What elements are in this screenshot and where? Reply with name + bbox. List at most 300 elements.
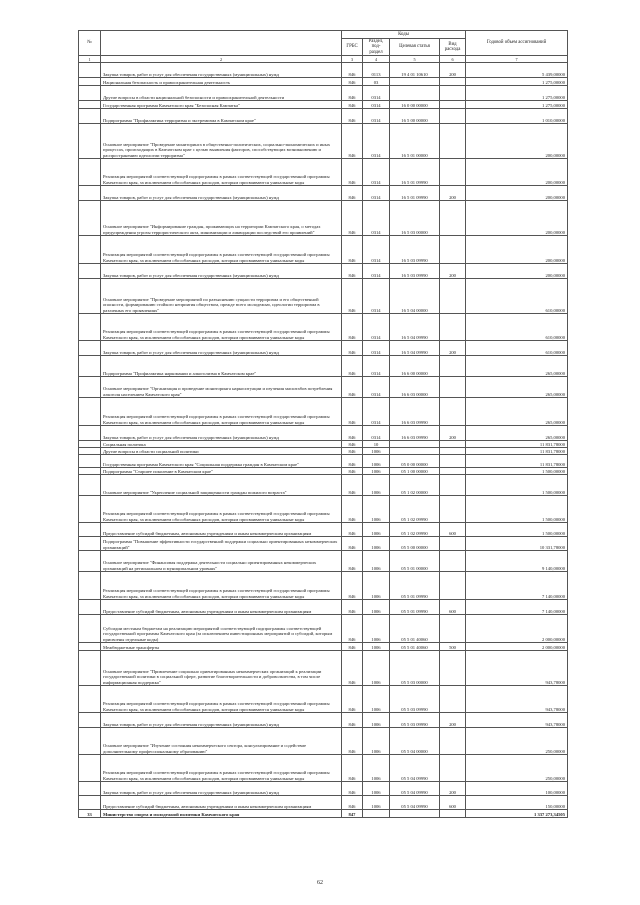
row-grbs: 846: [342, 572, 363, 600]
row-vid: 200: [440, 782, 466, 796]
row-razdel: 1006: [363, 448, 390, 455]
row-no: [79, 615, 101, 643]
table-row: [79, 496, 568, 523]
row-target: 05 0 00 00000: [390, 455, 440, 468]
row-grbs: 846: [342, 186, 363, 201]
header-row-numbers: [79, 56, 568, 63]
row-amount: 250,00000: [466, 728, 568, 755]
row-amount: 1 275,00000: [466, 101, 568, 109]
row-vid: [440, 236, 466, 264]
row-no: [79, 86, 101, 101]
row-razdel: 10: [363, 441, 390, 448]
row-target: 16 5 04 09990: [390, 314, 440, 341]
row-amount: 1 337 273,34505: [466, 810, 568, 818]
row-name: Подпрограмма "Профилактика наркомании и алкоголизма в Камчатском крае": [101, 356, 342, 377]
row-name: Государственная программа Камчатского края "Безопасная Камчатка": [101, 101, 342, 109]
row-target: 05 5 03 09990: [390, 686, 440, 713]
row-razdel: 1006: [363, 728, 390, 755]
row-no: [79, 201, 101, 236]
row-name: Социальная политика: [101, 441, 342, 448]
table-row: [79, 796, 568, 810]
row-name: Межбюджетные трансферты: [101, 643, 342, 651]
row-vid: [440, 572, 466, 600]
row-name: Реализация мероприятий соответствующей подпрограммы в рамках соответствующей государственной программы Камчатского края, за исключением обособленных расходов, которым присваиваются уникальные коды: [101, 496, 342, 523]
row-name: Реализация мероприятий соответствующей подпрограммы в рамках соответствующей государственной программы Камчатского края, за исключением обособленных расходов, которым присваиваются уникальные коды: [101, 398, 342, 426]
row-vid: 600: [440, 796, 466, 810]
row-name: Основное мероприятие "Организация и проведение мониторинга наркоситуации и изучения масштабов потребления алкоголя населением Камчатского края": [101, 377, 342, 398]
row-target: 16 6 00 00000: [390, 356, 440, 377]
row-vid: 200: [440, 713, 466, 728]
table-row: [79, 755, 568, 782]
table-row: [79, 377, 568, 398]
row-amount: 7 140,00000: [466, 600, 568, 615]
row-no: [79, 537, 101, 551]
row-no: [79, 551, 101, 572]
row-name: Государственная программа Камчатского края "Социальная поддержка граждан в Камчатском крае": [101, 455, 342, 468]
row-grbs: 846: [342, 600, 363, 615]
row-vid: [440, 78, 466, 86]
table-row: [79, 109, 568, 124]
row-vid: [440, 755, 466, 782]
row-razdel: 1006: [363, 523, 390, 537]
table-row: [79, 186, 568, 201]
row-amount: 200,00000: [466, 201, 568, 236]
row-amount: 5 439,00000: [466, 63, 568, 78]
row-name: Предоставление субсидий бюджетным, автономным учреждениям и иным некоммерческим организациям: [101, 796, 342, 810]
table-body: [79, 63, 568, 818]
header-num-4: 4: [363, 56, 390, 63]
row-vid: [440, 377, 466, 398]
row-amount: 250,00000: [466, 755, 568, 782]
row-amount: 943,78000: [466, 686, 568, 713]
row-target: 16 5 01 09990: [390, 159, 440, 186]
row-razdel: 1006: [363, 468, 390, 475]
row-amount: 1 500,00000: [466, 468, 568, 475]
row-razdel: [363, 810, 390, 818]
row-target: 19 4 01 10610: [390, 63, 440, 78]
row-target: 16 5 04 09990: [390, 341, 440, 356]
row-razdel: 0314: [363, 159, 390, 186]
row-razdel: 0314: [363, 124, 390, 159]
table-row: [79, 78, 568, 86]
table-row: [79, 468, 568, 475]
table-row: [79, 782, 568, 796]
row-target: 05 5 03 00000: [390, 651, 440, 686]
row-grbs: 846: [342, 109, 363, 124]
row-amount: 1 275,00000: [466, 78, 568, 86]
row-grbs: 846: [342, 264, 363, 279]
row-name: Предоставление субсидий бюджетным, автономным учреждениям и иным некоммерческим организациям: [101, 523, 342, 537]
row-target: 05 5 01 09990: [390, 572, 440, 600]
row-vid: [440, 314, 466, 341]
row-razdel: 0314: [363, 279, 390, 314]
row-amount: 10 331,78000: [466, 537, 568, 551]
row-no: [79, 264, 101, 279]
row-razdel: 1006: [363, 686, 390, 713]
row-vid: 200: [440, 426, 466, 441]
row-grbs: 846: [342, 377, 363, 398]
row-no: [79, 109, 101, 124]
row-target: 16 5 04 00000: [390, 279, 440, 314]
row-grbs: 846: [342, 643, 363, 651]
row-amount: 1 500,00000: [466, 496, 568, 523]
row-razdel: 0113: [363, 63, 390, 78]
row-no: [79, 572, 101, 600]
row-amount: 1 010,00000: [466, 109, 568, 124]
row-amount: 265,00000: [466, 356, 568, 377]
row-amount: 150,00000: [466, 796, 568, 810]
row-no: [79, 496, 101, 523]
row-no: [79, 448, 101, 455]
row-no: [79, 643, 101, 651]
row-no: [79, 101, 101, 109]
row-name: Закупка товаров, работ и услуг для обеспечения государственных (муниципальных) нужд: [101, 782, 342, 796]
row-vid: [440, 728, 466, 755]
row-grbs: 846: [342, 651, 363, 686]
row-grbs: 846: [342, 356, 363, 377]
row-no: [79, 455, 101, 468]
row-target: 16 6 03 09990: [390, 398, 440, 426]
budget-table-sheet: [78, 30, 567, 818]
row-grbs: 846: [342, 448, 363, 455]
row-no: [79, 600, 101, 615]
row-vid: 200: [440, 264, 466, 279]
row-grbs: 846: [342, 86, 363, 101]
table-row: [79, 651, 568, 686]
row-razdel: 0314: [363, 101, 390, 109]
row-grbs: 846: [342, 496, 363, 523]
row-razdel: 1006: [363, 782, 390, 796]
row-razdel: 1006: [363, 572, 390, 600]
row-amount: 200,00000: [466, 186, 568, 201]
row-grbs: 846: [342, 314, 363, 341]
row-vid: 200: [440, 63, 466, 78]
row-razdel: 1006: [363, 600, 390, 615]
row-name: Министерство спорта и молодежной политики Камчатского края: [101, 810, 342, 818]
row-name: Реализация мероприятий соответствующей подпрограммы в рамках соответствующей государственной программы Камчатского края, за исключением обособленных расходов, которым присваиваются уникальные коды: [101, 314, 342, 341]
row-name: Основное мероприятие "Финансовая поддержка деятельности социально ориентированных некоммерческих организаций на региональном и муниципальном уровнях": [101, 551, 342, 572]
header-num-3: 3: [342, 56, 363, 63]
row-target: 16 5 01 09990: [390, 186, 440, 201]
row-grbs: 846: [342, 455, 363, 468]
row-target: [390, 86, 440, 101]
row-no: [79, 341, 101, 356]
row-target: 05 5 04 09990: [390, 796, 440, 810]
row-name: Подпрограмма "Старшее поколение в Камчатском крае": [101, 468, 342, 475]
row-vid: [440, 124, 466, 159]
row-grbs: 846: [342, 615, 363, 643]
table-row: [79, 537, 568, 551]
row-razdel: 1006: [363, 496, 390, 523]
row-name: Закупка товаров, работ и услуг для обеспечения государственных (муниципальных) нужд: [101, 341, 342, 356]
table-row: [79, 713, 568, 728]
row-amount: 943,78000: [466, 651, 568, 686]
table-row: [79, 455, 568, 468]
row-razdel: 1006: [363, 615, 390, 643]
row-amount: 1 275,00000: [466, 86, 568, 101]
row-amount: 943,78000: [466, 713, 568, 728]
row-no: [79, 728, 101, 755]
table-row: [79, 728, 568, 755]
row-grbs: 846: [342, 782, 363, 796]
row-target: 05 5 01 40060: [390, 643, 440, 651]
row-vid: [440, 537, 466, 551]
row-grbs: 846: [342, 398, 363, 426]
row-amount: 200,00000: [466, 264, 568, 279]
header-num-1: 1: [79, 56, 101, 63]
row-target: 05 5 03 09990: [390, 713, 440, 728]
table-row: [79, 86, 568, 101]
row-target: 05 5 01 40060: [390, 615, 440, 643]
row-target: 05 5 00 00000: [390, 537, 440, 551]
row-name: Реализация мероприятий соответствующей подпрограммы в рамках соответствующей государственной программы Камчатского края, за исключением обособленных расходов, которым присваиваются уникальные коды: [101, 572, 342, 600]
table-row: [79, 475, 568, 496]
row-no: [79, 398, 101, 426]
row-amount: 265,00000: [466, 426, 568, 441]
table-row: [79, 201, 568, 236]
row-target: 05 1 00 00000: [390, 468, 440, 475]
row-vid: [440, 468, 466, 475]
header-target: Целевая статья: [390, 39, 440, 56]
row-name: Основное мероприятие "Укрепление социальной защищенности граждан пожилого возраста": [101, 475, 342, 496]
row-vid: [440, 551, 466, 572]
row-target: [390, 441, 440, 448]
row-name: Закупка товаров, работ и услуг для обеспечения государственных (муниципальных) нужд: [101, 186, 342, 201]
row-target: 16 6 03 09990: [390, 426, 440, 441]
row-grbs: 846: [342, 713, 363, 728]
row-amount: 265,00000: [466, 398, 568, 426]
row-razdel: 1006: [363, 755, 390, 782]
row-name: Реализация мероприятий соответствующей подпрограммы в рамках соответствующей государственной программы Камчатского края, за исключением обособленных расходов, которым присваиваются уникальные коды: [101, 686, 342, 713]
table-row: [79, 236, 568, 264]
row-grbs: 846: [342, 279, 363, 314]
row-vid: 200: [440, 341, 466, 356]
row-amount: 7 140,00000: [466, 572, 568, 600]
row-target: 05 5 04 00000: [390, 728, 440, 755]
table-row: [79, 643, 568, 651]
row-no: [79, 523, 101, 537]
row-grbs: 846: [342, 159, 363, 186]
row-grbs: 846: [342, 686, 363, 713]
row-no: [79, 356, 101, 377]
row-name: Закупка товаров, работ и услуг для обеспечения государственных (муниципальных) нужд: [101, 426, 342, 441]
row-target: 16 5 03 00000: [390, 201, 440, 236]
row-no: [79, 124, 101, 159]
table-row: [79, 398, 568, 426]
row-razdel: 1006: [363, 551, 390, 572]
row-amount: 1 500,00000: [466, 523, 568, 537]
table-row: [79, 314, 568, 341]
row-vid: [440, 279, 466, 314]
row-no: [79, 755, 101, 782]
row-razdel: 1006: [363, 537, 390, 551]
row-razdel: 1006: [363, 475, 390, 496]
row-grbs: 846: [342, 426, 363, 441]
row-amount: 2 000,00000: [466, 643, 568, 651]
row-grbs: 846: [342, 537, 363, 551]
row-grbs: 846: [342, 236, 363, 264]
row-vid: [440, 441, 466, 448]
row-amount: 200,00000: [466, 159, 568, 186]
row-vid: [440, 810, 466, 818]
header-grbs: ГРБС: [342, 39, 363, 56]
row-amount: 100,00000: [466, 782, 568, 796]
row-vid: [440, 356, 466, 377]
row-target: [390, 448, 440, 455]
table-row: [79, 124, 568, 159]
header-row-top: [79, 31, 568, 39]
row-no: [79, 475, 101, 496]
row-name: Основное мероприятие "Информирование граждан, проживающих на территории Камчатского края, о методах предупреждения угрозы террористического акта, минимизации и ликвидации последствий его проявлений": [101, 201, 342, 236]
header-vid: Вид расхода: [440, 39, 466, 56]
row-razdel: 0314: [363, 264, 390, 279]
row-no: [79, 186, 101, 201]
table-row: [79, 426, 568, 441]
row-razdel: 1006: [363, 651, 390, 686]
row-no: [79, 63, 101, 78]
row-name: Субсидии местным бюджетам на реализацию мероприятий соответствующей подпрограммы соответствующей государственной программы Камчатского края (за исключением инвестиционных мероприятий и субсидий, которым присвоены отдельные коды): [101, 615, 342, 643]
row-no: [79, 314, 101, 341]
row-amount: 11 831,78000: [466, 448, 568, 455]
row-grbs: 846: [342, 728, 363, 755]
row-target: [390, 78, 440, 86]
row-vid: [440, 201, 466, 236]
row-vid: [440, 615, 466, 643]
row-vid: [440, 101, 466, 109]
row-grbs: 846: [342, 796, 363, 810]
row-razdel: 0314: [363, 86, 390, 101]
row-vid: [440, 455, 466, 468]
row-name: Подпрограмма "Повышение эффективности государственной поддержки социально ориентированных некоммерческих организаций": [101, 537, 342, 551]
header-no: №: [79, 31, 101, 56]
row-razdel: 0314: [363, 356, 390, 377]
table-row: [79, 63, 568, 78]
table-row: [79, 441, 568, 448]
row-name: Основное мероприятие "Проведение мероприятий по разъяснению сущности терроризма и его общественной опасности, формированию стойкого неприятия обществом, прежде всего молодежью, идеологии терроризма в различных его проявлениях": [101, 279, 342, 314]
row-name: Национальная безопасность и правоохранительная деятельность: [101, 78, 342, 86]
table-row: [79, 551, 568, 572]
table-row: [79, 356, 568, 377]
row-no: [79, 426, 101, 441]
row-name: Предоставление субсидий бюджетным, автономным учреждениям и иным некоммерческим организациям: [101, 600, 342, 615]
row-name: Закупка товаров, работ и услуг для обеспечения государственных (муниципальных) нужд: [101, 63, 342, 78]
row-no: [79, 796, 101, 810]
row-target: 16 5 03 09990: [390, 264, 440, 279]
row-razdel: 0314: [363, 398, 390, 426]
row-vid: [440, 475, 466, 496]
table-row: [79, 523, 568, 537]
row-grbs: 846: [342, 755, 363, 782]
row-no: [79, 279, 101, 314]
row-razdel: 0314: [363, 186, 390, 201]
row-name: Другие вопросы в области социальной политики: [101, 448, 342, 455]
table-row: [79, 159, 568, 186]
row-no: [79, 78, 101, 86]
header-name: [101, 31, 342, 56]
header-num-5: 5: [390, 56, 440, 63]
row-amount: 200,00000: [466, 124, 568, 159]
row-vid: [440, 496, 466, 523]
row-vid: [440, 159, 466, 186]
row-no: [79, 782, 101, 796]
row-amount: 2 000,00000: [466, 615, 568, 643]
row-razdel: 1006: [363, 796, 390, 810]
row-vid: [440, 398, 466, 426]
row-razdel: 0314: [363, 109, 390, 124]
table-row: [79, 341, 568, 356]
row-target: 05 5 01 00000: [390, 551, 440, 572]
table-row: [79, 448, 568, 455]
row-no: [79, 159, 101, 186]
row-name: Другие вопросы в области национальной безопасности и правоохранительной деятельности: [101, 86, 342, 101]
row-amount: 610,00000: [466, 341, 568, 356]
table-row: [79, 101, 568, 109]
row-razdel: 1006: [363, 643, 390, 651]
header-num-6: 6: [440, 56, 466, 63]
row-razdel: 0314: [363, 314, 390, 341]
row-no: [79, 713, 101, 728]
row-no: [79, 377, 101, 398]
row-razdel: 0314: [363, 377, 390, 398]
header-num-2: 2: [101, 56, 342, 63]
row-amount: 610,00000: [466, 279, 568, 314]
row-target: 16 0 00 00000: [390, 101, 440, 109]
row-vid: [440, 86, 466, 101]
row-target: 16 6 03 00000: [390, 377, 440, 398]
row-name: Реализация мероприятий соответствующей подпрограммы в рамках соответствующей государственной программы Камчатского края, за исключением обособленных расходов, которым присваиваются уникальные коды: [101, 159, 342, 186]
row-amount: 11 831,78000: [466, 455, 568, 468]
row-target: 05 1 02 00000: [390, 475, 440, 496]
row-grbs: 846: [342, 124, 363, 159]
row-no: [79, 686, 101, 713]
row-target: 05 5 04 09990: [390, 782, 440, 796]
row-no: [79, 468, 101, 475]
row-razdel: 0314: [363, 426, 390, 441]
row-no: [79, 441, 101, 448]
row-razdel: 0314: [363, 341, 390, 356]
row-name: Подпрограмма "Профилактика терроризма и экстремизма в Камчатском крае": [101, 109, 342, 124]
row-vid: [440, 686, 466, 713]
header-amount: Годовой объем ассигнований: [466, 31, 568, 56]
row-name: Основное мероприятие "Проведение мониторинга в общественно-политических, социально-экономических и иных процессах, происходящих в Камчатском крае с целью выявления факторов, способствующих возникновению и распространению идеологии терроризма": [101, 124, 342, 159]
table-row: [79, 810, 568, 818]
row-grbs: 846: [342, 78, 363, 86]
table-row: [79, 686, 568, 713]
row-grbs: 846: [342, 551, 363, 572]
header-codes: Коды: [342, 31, 466, 39]
row-razdel: 1006: [363, 713, 390, 728]
row-amount: 610,00000: [466, 314, 568, 341]
header-num-7: 7: [466, 56, 568, 63]
row-grbs: 846: [342, 468, 363, 475]
row-name: Закупка товаров, работ и услуг для обеспечения государственных (муниципальных) нужд: [101, 713, 342, 728]
row-amount: 9 140,00000: [466, 551, 568, 572]
row-grbs: 846: [342, 475, 363, 496]
row-vid: [440, 448, 466, 455]
row-vid: 600: [440, 600, 466, 615]
row-razdel: 0314: [363, 236, 390, 264]
row-target: 05 5 01 09990: [390, 600, 440, 615]
row-vid: [440, 109, 466, 124]
row-amount: 265,00000: [466, 377, 568, 398]
row-razdel: 0314: [363, 201, 390, 236]
header-razdel: Раздел, под-раздел: [363, 39, 390, 56]
row-target: 16 5 01 00000: [390, 124, 440, 159]
row-name: Реализация мероприятий соответствующей подпрограммы в рамках соответствующей государственной программы Камчатского края, за исключением обособленных расходов, которым присваиваются уникальные коды: [101, 236, 342, 264]
page-number: 62: [317, 880, 323, 886]
table-row: [79, 279, 568, 314]
table-row: [79, 600, 568, 615]
